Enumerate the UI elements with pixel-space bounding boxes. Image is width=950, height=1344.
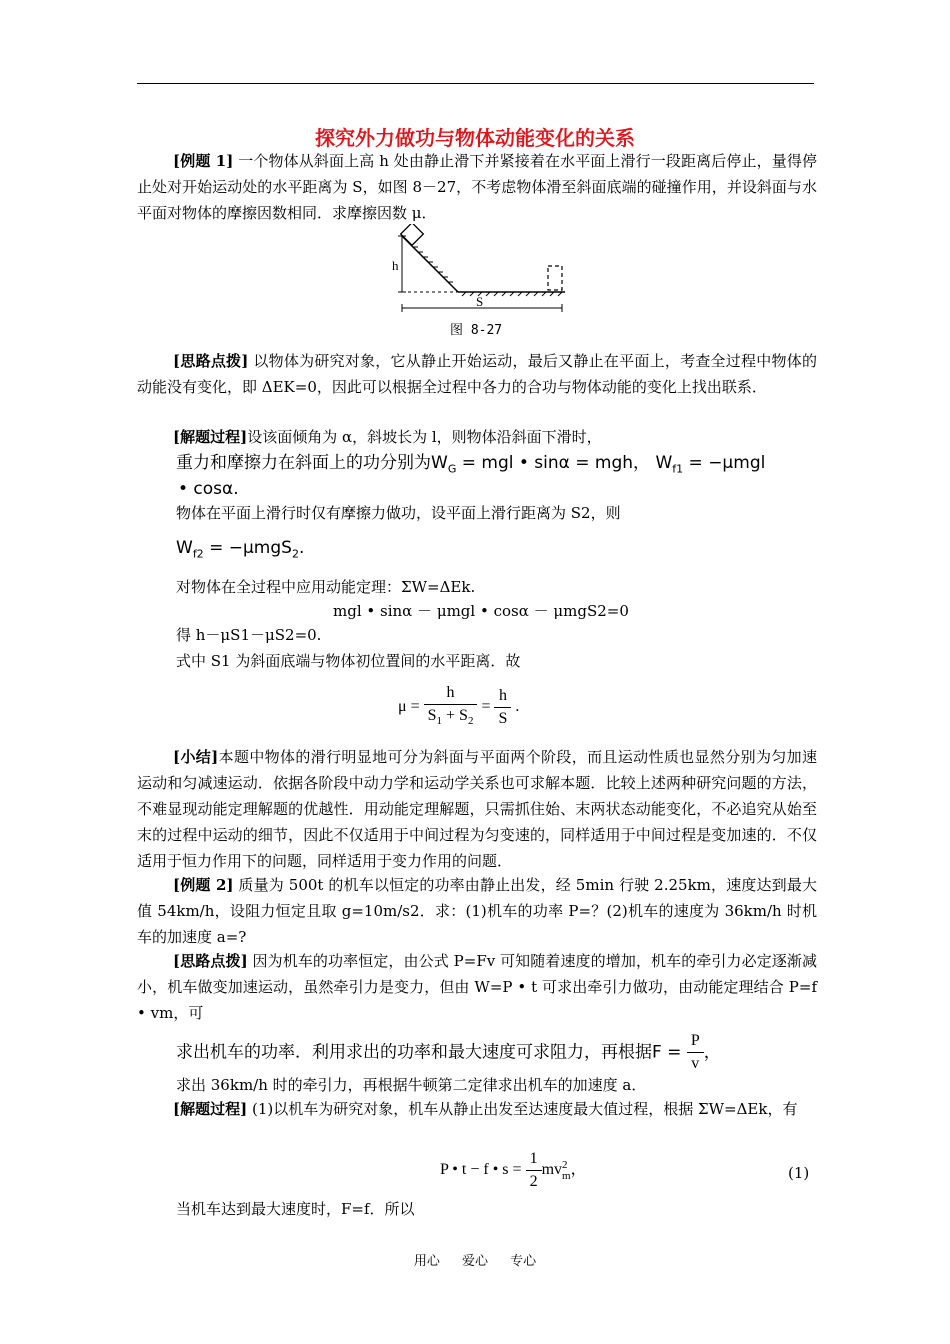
solution-2-tail: 当机车达到最大速度时，F=f．所以 (176, 1200, 415, 1218)
hint-2-text: 因为机车的功率恒定，由公式 P=Fv 可知随着速度的增加，机车的牵引力必定逐渐减小，机车做变加速运动，虽然牵引力是变力，但由 W=P • t 可求出牵引力做功，由动能定理结合 P=f • vm，可 (137, 952, 817, 1022)
solution-1-label: [解题过程] (173, 428, 248, 446)
page-footer: 用心 爱心 专心 (413, 1254, 537, 1269)
kinetic-theorem: 对物体在全过程中应用动能定理：ΣW=ΔEk. (176, 578, 476, 596)
example-2 (137, 872, 817, 950)
hint-1-text: 以物体为研究对象，它从静止开始运动，最后又静止在平面上，考查全过程中物体的动能没有变化，即 ΔEK=0，因此可以根据全过程中各力的合功与物体动能的变化上找出联系． (137, 352, 817, 396)
solution-1-text: 设该面倾角为 α，斜坡长为 l，则物体沿斜面下滑时， (247, 428, 602, 446)
summary-text: 本题中物体的滑行明显地可分为斜面与平面两个阶段，而且运动性质也显然分别为匀加速运动和匀减速运动．依据各阶段中动力学和运动学关系也可求解本题．比较上述两种研究问题的方法，不难显现动能定理解题的优越性．用动能定理解题，只需抓住始、末两状态动能变化，不必追究从始至末的过程中运动的细节，因此不仅适用于中间过程为匀变速的，同样适用于中间过程是变加速的．不仅适用于恒力作用下的问题，同样适用于变力作用的问题． (137, 748, 817, 870)
equation-number-1: (1) (788, 1164, 810, 1182)
summary-1 (137, 744, 817, 874)
header-rule (137, 83, 814, 84)
page-title: 探究外力做功与物体动能变化的关系 (315, 126, 635, 150)
power-formula-line: 求出机车的功率．利用求出的功率和最大速度可求阻力，再根据F = $\frac{P}{v}$ ， (176, 1032, 721, 1072)
result-line: 得 h－μS1－μS2=0. (176, 626, 322, 644)
summary-label: [小结] (173, 748, 219, 766)
example-2-text: 质量为 500t 的机车以恒定的功率由静止出发，经 5min 行驶 2.25km，速度达到最大值 54km/h，设阻力恒定且取 g=10m/s2．求：(1)机车的功率 P=？(2)机车的速度为 36km/h 时机车的加速度 a=? (137, 876, 817, 946)
solution-2-label: [解题过程] (173, 1100, 248, 1118)
wf2-formula: $W_{f2} = -\mu mgS_2$. (176, 538, 305, 561)
figure-label-s: S (476, 294, 484, 309)
example-1-solution (137, 424, 817, 450)
figure-8-27 (380, 224, 580, 342)
example-1-label: [例题 1] (173, 152, 234, 170)
hint-2-after: 求出 36km/h 时的牵引力，再根据牛顿第二定律求出机车的加速度 a． (176, 1076, 647, 1094)
figure-caption: 图 8-27 (450, 323, 503, 338)
energy-formula-1: P • t − f • s = $\frac{1}{2}$ mv 2 m ， (440, 1150, 587, 1190)
figure-label-h: h (392, 258, 399, 273)
note-line: 式中 S1 为斜面底端与物体初位置间的水平距离．故 (176, 652, 521, 670)
mu-formula: μ = $\frac{h}{S_1 + S_2}$ = $\frac{h}{S}$ . (398, 684, 520, 728)
example-1-hint (137, 348, 817, 400)
example-1 (137, 148, 817, 226)
hint-1-label: [思路点拨] (173, 352, 249, 370)
work-formula-cont: • cosα. (178, 479, 239, 499)
example-2-hint (137, 948, 817, 1026)
hint-2-label: [思路点拨] (173, 952, 248, 970)
example-1-text: 一个物体从斜面上高 h 处由静止滑下并紧接着在水平面上滑行一段距离后停止，量得停止处对开始运动处的水平距离为 S，如图 8－27，不考虑物体滑至斜面底端的碰撞作用，并设斜面与水平面对物体的摩擦因数相同．求摩擦因数 μ． (137, 152, 817, 222)
example-2-label: [例题 2] (173, 876, 234, 894)
energy-equation: mgl • sinα － μmgl • cosα － μmgS2=0 (333, 602, 629, 620)
example-2-solution (137, 1096, 817, 1122)
solution-2-text: (1)以机车为研究对象，机车从静止出发至达速度最大值过程，根据 ΣW=ΔEk，有 (247, 1100, 798, 1118)
flat-text: 物体在平面上滑行时仅有摩擦力做功，设平面上滑行距离为 S2，则 (176, 504, 621, 522)
work-formula-line: 重力和摩擦力在斜面上的功分别为$W_G$ = mgl • sinα = mgh， $W_{f1} = -\mu mgl$ (176, 453, 766, 476)
